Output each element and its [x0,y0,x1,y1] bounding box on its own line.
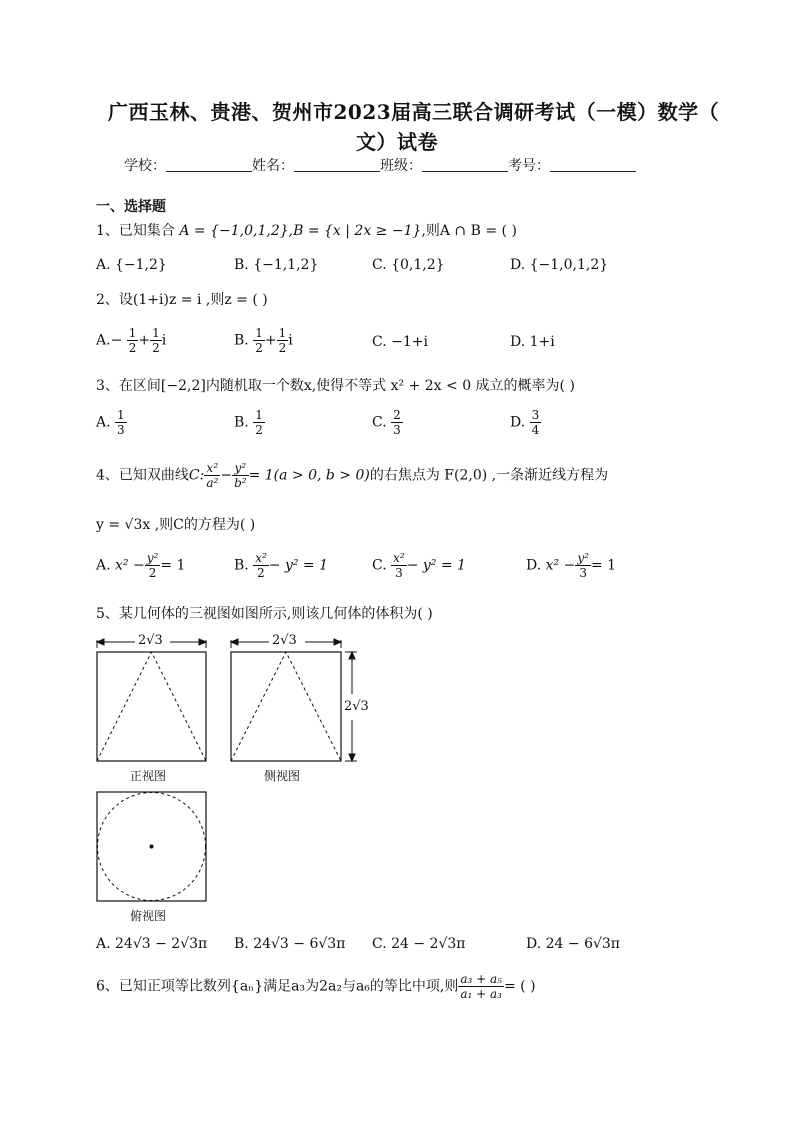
q3-a-label: A. [96,414,111,431]
class-label: 班级： [380,158,422,174]
q2-option-d: D. 1+i [510,334,555,350]
q4-c-post: − y² = 1 [406,557,466,574]
q4-mid: − [220,467,233,484]
q4-d-post: = 1 [590,557,617,574]
q2-b-mid: + [264,332,277,349]
q3-b-den: 2 [255,423,263,437]
top-view-center-dot [150,845,154,849]
title-line1: 广西玉林、贵港、贺州市2023届高三联合调研考试（一模）数学（ [108,100,720,124]
q6-stem-post: = ( ) [503,978,536,995]
q3-b-num: 1 [255,408,263,422]
title-line2: 文）试卷 [356,130,438,154]
q2-b-d1: 2 [255,341,263,355]
top-view-caption: 俯视图 [130,909,167,923]
q1-option-d: D. {−1,0,1,2} [510,257,609,273]
q2-a-d1: 2 [128,341,137,355]
q4-d1: a² [206,476,219,490]
q4-line2: y = √3x ,则C的方程为( ) [96,517,256,533]
q4-a-post: = 1 [160,557,186,574]
q5-option-a: A. 24√3 − 2√3π [96,936,208,952]
q4-d-pre: x² − [545,557,576,574]
q4-stem-post: 的右焦点为 F(2,0) ,一条渐近线方程为 [369,467,609,484]
q1-option-c: C. {0,1,2} [372,257,445,273]
q2-a-d2: 2 [152,341,160,355]
q6-den: a₁ + a₃ [460,987,502,1001]
q6-num: a₃ + a₅ [460,972,502,986]
q4-stem-pre: 4、已知双曲线 [96,467,189,484]
question-2: 2、设(1+i)z = i ,则z = ( ) [96,292,268,308]
name-label: 姓名： [252,158,294,174]
q4-d-label: D. [526,557,542,574]
q4-c-num: x² [393,551,405,565]
q4-cond: = 1(a > 0, b > 0) [248,467,370,484]
q4-c-label: C. [372,557,387,574]
q4-a-label: A. [96,557,111,574]
q3-a-den: 3 [117,423,125,437]
q3-b-label: B. [234,414,249,431]
q3-d-den: 4 [531,423,540,437]
q1-set-b: ,B = {x | 2x ≥ −1} [288,223,422,239]
q2-option-c: C. −1+i [372,334,428,350]
q1-set-a: A = {−1,0,1,2} [179,223,289,239]
q2-b-label: B. [234,332,249,349]
exam-no-label: 考号： [508,158,550,174]
front-view-caption: 正视图 [130,769,167,783]
question-6 [96,972,536,1001]
q4-d-den: 3 [579,566,587,580]
q3-d-num: 3 [531,408,540,422]
q4-n1: x² [204,461,220,476]
section-title: 一、选择题 [96,199,166,215]
q4-b-num: x² [255,551,267,565]
q2-b-n1: 1 [255,326,263,340]
q5-option-c: C. 24 − 2√3π [372,936,466,952]
side-view-caption: 侧视图 [264,769,301,783]
question-3: 3、在区间[−2,2]内随机取一个数x,使得不等式 x² + 2x < 0 成立的概率为( ) [96,378,575,394]
q6-stem-pre: 6、已知正项等比数列{aₙ}满足a₃为2a₂与a₆的等比中项,则 [96,978,459,995]
q3-a-num: 1 [117,408,125,422]
side-view-rect [231,652,341,761]
q4-a-den: 2 [148,566,157,580]
q5-option-b: B. 24√3 − 6√3π [234,936,346,952]
q4-a-num: y² [146,551,159,565]
side-height-label: 2√3 [344,699,369,714]
q1-option-a: A. {−1,2} [96,257,167,273]
q6-frac [458,972,504,1001]
q4-curve: C: [188,467,205,484]
front-view-triangle [97,652,206,761]
q2-b-tail: i [288,332,293,349]
q4-n2: y² [232,461,249,476]
q2-a-n1: 1 [128,326,137,340]
side-view-triangle [231,652,341,761]
q3-d-label: D. [510,414,526,431]
q3-c-label: C. [372,414,387,431]
q4-d-num: y² [577,551,589,565]
q1-option-b: B. {−1,1,2} [234,257,319,273]
q4-b-post: − y² = 1 [268,557,329,574]
q5-option-d: D. 24 − 6√3π [526,936,621,952]
q2-a-n2: 1 [152,326,160,340]
q4-b-den: 2 [257,566,265,580]
q2-b-n2: 1 [278,326,287,340]
q3-c-num: 2 [393,408,401,422]
q4-c-den: 3 [395,566,403,580]
front-width-label: 2√3 [138,633,163,648]
school-label: 学校： [124,158,166,174]
q4-a-pre: x² − [115,557,145,574]
q3-c-den: 3 [393,423,401,437]
side-width-label: 2√3 [272,633,297,648]
q4-d2: b² [234,476,247,490]
q2-a-label: A. [96,332,111,349]
question-5: 5、某几何体的三视图如图所示,则该几何体的体积为( ) [96,606,433,622]
q1-stem-pre: 1、已知集合 [96,223,175,239]
q4-b-label: B. [234,557,249,574]
q2-a-mid: + [138,332,151,349]
q2-a-sign: − [110,332,123,349]
q1-stem-post: ,则A ∩ B = ( ) [421,223,517,239]
q2-a-tail: i [161,332,167,349]
q2-b-d2: 2 [278,341,287,355]
front-view-rect [97,652,206,761]
